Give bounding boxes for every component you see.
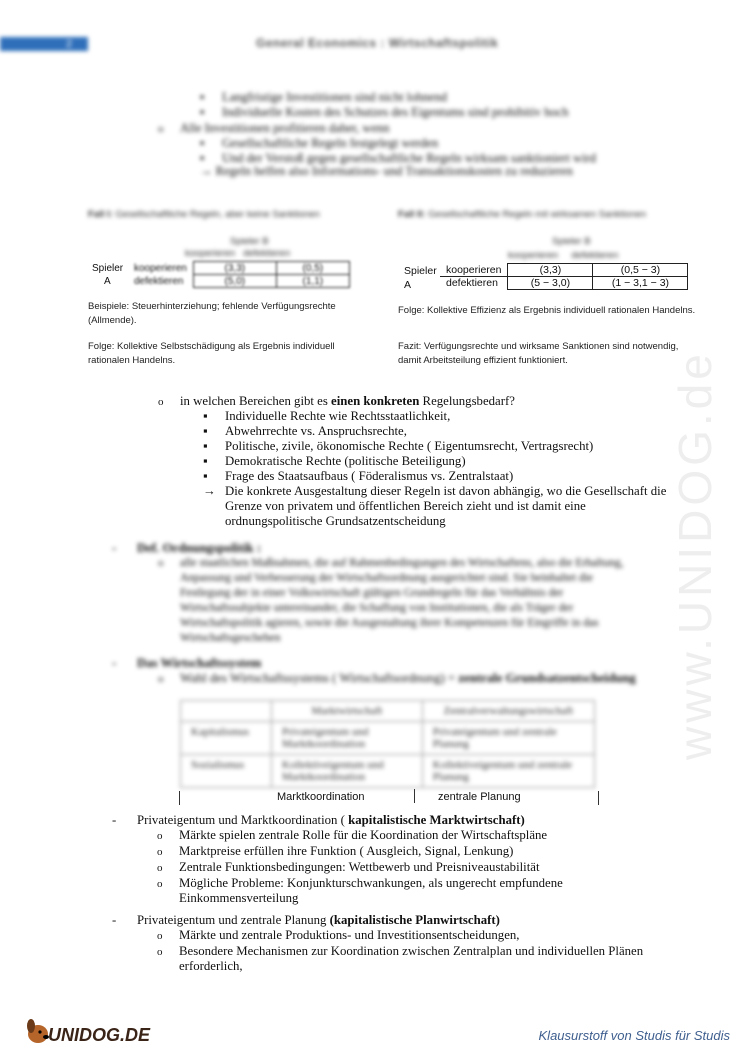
table-row: Sozialismus Kollektiveigentum und Marktkoordination Kollektiveigentum und zentrale Planung: [181, 755, 595, 788]
definition-heading: - Def. Ordnungspolitik :: [112, 541, 261, 556]
section-plan: [112, 913, 672, 974]
list-item: ▪ Abwehrrechte vs. Anspruchsrechte,: [203, 424, 673, 439]
list-item: ▪ Politische, zivile, ökonomische Rechte ( Eigentumsrecht, Vertragsrecht): [203, 439, 673, 454]
definition-text: o alle staatlichen Maßnahmen, die auf Rahmenbedingungen des Wirtschaftens, also die Erhaltung, Anpassung und Verbesserung der Wirtschaftsordnung ausgerichtet sind. Sie beinhaltet die Festlegung der in einer Volkswirtschaft gültigen Grundregeln für das Verhältnis der Wirtschaftssubjekte untereinander, die Schaffung von Institutionen, die als Träger der Wirtschaftspolitik agieren, sowie die Ausgestaltung ihrer Kompetenzen für Eingriffe in das Wirtschaftsgeschehen: [158, 556, 628, 646]
table-row: defektieren (5 − 3,0) (1 − 3,1 − 3): [440, 277, 688, 290]
section-market: [112, 813, 672, 906]
case-left-col-headers: kooperieren defektieren: [185, 248, 291, 259]
case-left-note1: Beispiele: Steuerhinterziehung; fehlende Verfügungsrechte (Allmende).: [88, 301, 336, 326]
logo-text[interactable]: UNIDOG.DE: [48, 1025, 151, 1045]
top-circle-item: [158, 121, 390, 137]
system-heading: - Das Wirtschaftssystem: [112, 656, 261, 671]
arrow-icon: →: [203, 484, 216, 498]
list-item: ▪ Individuelle Rechte wie Rechtsstaatlichkeit,: [203, 409, 673, 424]
top-list-1: [200, 90, 620, 120]
regulation-items: [203, 409, 673, 529]
case-left-player-b: Spieler B: [230, 236, 269, 247]
page-number: 2: [66, 38, 73, 50]
case-right-col-headers: kooperieren defektieren: [508, 250, 619, 261]
top-arrow-line: → Regeln helfen also Informations- und Transaktionskosten zu reduzieren: [200, 164, 573, 178]
list-item: ▪ Und der Verstoß gegen gesellschaftliche Regeln wirksam sanktioniert wird: [200, 151, 640, 166]
header-title: General Economics : Wirtschaftspolitik: [256, 36, 499, 50]
table-row: kooperieren (3,3) (0,5): [128, 262, 349, 275]
case-right-caption: Fall II: Gesellschaftliche Regeln mit wirksamen Sanktionen: [398, 209, 647, 220]
section-plan-title: - Privateigentum und zentrale Planung (kapitalistische Planwirtschaft): [112, 913, 672, 928]
section-plan-items: [112, 928, 672, 974]
system-line: o Wahl des Wirtschaftssystems ( Wirtschaftsordnung) = zentrale Grundsatzentscheidung: [158, 671, 638, 687]
list-item: o Zentrale Funktionsbedingungen: Wettbewerb und Preisniveaustabilität: [157, 860, 672, 876]
watermark: www.UNIDOG.de: [669, 350, 721, 760]
case-left-player-a: Spieler A: [92, 263, 124, 287]
list-item: o Besondere Mechanismen zur Koordination zwischen Zentralplan und individuellen Plänen erforderlich,: [157, 944, 672, 974]
list-item: ▪ Individuelle Kosten des Schutzes des Eigentums sind prohibitiv hoch: [200, 105, 620, 120]
table-row: defektieren (5,0) (1,1): [128, 275, 349, 288]
case-left-caption: Fall I: Gesellschaftliche Regeln, aber keine Sanktionen: [88, 209, 320, 220]
arrow-conclusion: → Die konkrete Ausgestaltung dieser Regeln ist davon abhängig, wo die Gesellschaft die Grenze von privatem und öffentlichen Bereich zieht und ist damit eine ordnungspolitische Grundsatzentscheidung: [203, 484, 667, 528]
case-left-note2: Folge: Kollektive Selbstschädigung als Ergebnis individuell rationalen Handelns.: [88, 341, 335, 366]
case-right-note2: Fazit: Verfügungsrechte und wirksame Sanktionen sind notwendig, damit Arbeitsteilung effizient funktioniert.: [398, 341, 679, 366]
case-left-payoff-table: [128, 261, 350, 288]
system-table-visible-strip: Marktkoordination zentrale Planung: [179, 791, 599, 805]
case-right-payoff-table: [440, 263, 688, 290]
list-item: ▪ Langfristige Investitionen sind nicht lohnend: [200, 90, 620, 105]
case-right-player-a: Spieler A: [404, 265, 437, 291]
list-item: ▪ Demokratische Rechte (politische Beteiligung): [203, 454, 673, 469]
list-item: o Mögliche Probleme: Konjunkturschwankungen, als ungerecht empfundene Einkommensverteilung: [157, 876, 672, 906]
table-row: Marktwirtschaft Zentralverwaltungswirtschaft: [181, 701, 595, 722]
top-list-2: [200, 136, 640, 166]
system-table: [180, 700, 595, 788]
regulation-question: o in welchen Bereichen gibt es einen konkreten Regelungsbedarf?: [158, 394, 658, 410]
section-market-items: [112, 828, 672, 906]
header-page-badge: [0, 37, 88, 51]
list-item: ▪ Frage des Staatsaufbaus ( Föderalismus vs. Zentralstaat): [203, 469, 673, 484]
list-item: ▪ Gesellschaftliche Regeln festgelegt werden: [200, 136, 640, 151]
list-item: o Marktpreise erfüllen ihre Funktion ( Ausgleich, Signal, Lenkung): [157, 844, 672, 860]
circle-bullet: [158, 394, 180, 408]
list-item: o Märkte und zentrale Produktions- und Investitionsentscheidungen,: [157, 928, 672, 944]
list-item: o Alle Investitionen profitieren daher, wenn: [158, 121, 390, 135]
section-market-title: - Privateigentum und Marktkoordination ( kapitalistische Marktwirtschaft): [112, 813, 672, 828]
case-right-player-b: Spieler B: [552, 236, 591, 247]
table-row: Kapitalismus Privateigentum und Marktkoordination Privateigentum und zentrale Planung: [181, 722, 595, 755]
case-right-note1: Folge: Kollektive Effizienz als Ergebnis individuell rationalen Handelns.: [398, 305, 696, 316]
table-row: kooperieren (3,3) (0,5 − 3): [440, 264, 688, 277]
footer-slogan: Klausurstoff von Studis für Studis: [538, 1028, 730, 1043]
list-item: o Märkte spielen zentrale Rolle für die Koordination der Wirtschaftspläne: [157, 828, 672, 844]
